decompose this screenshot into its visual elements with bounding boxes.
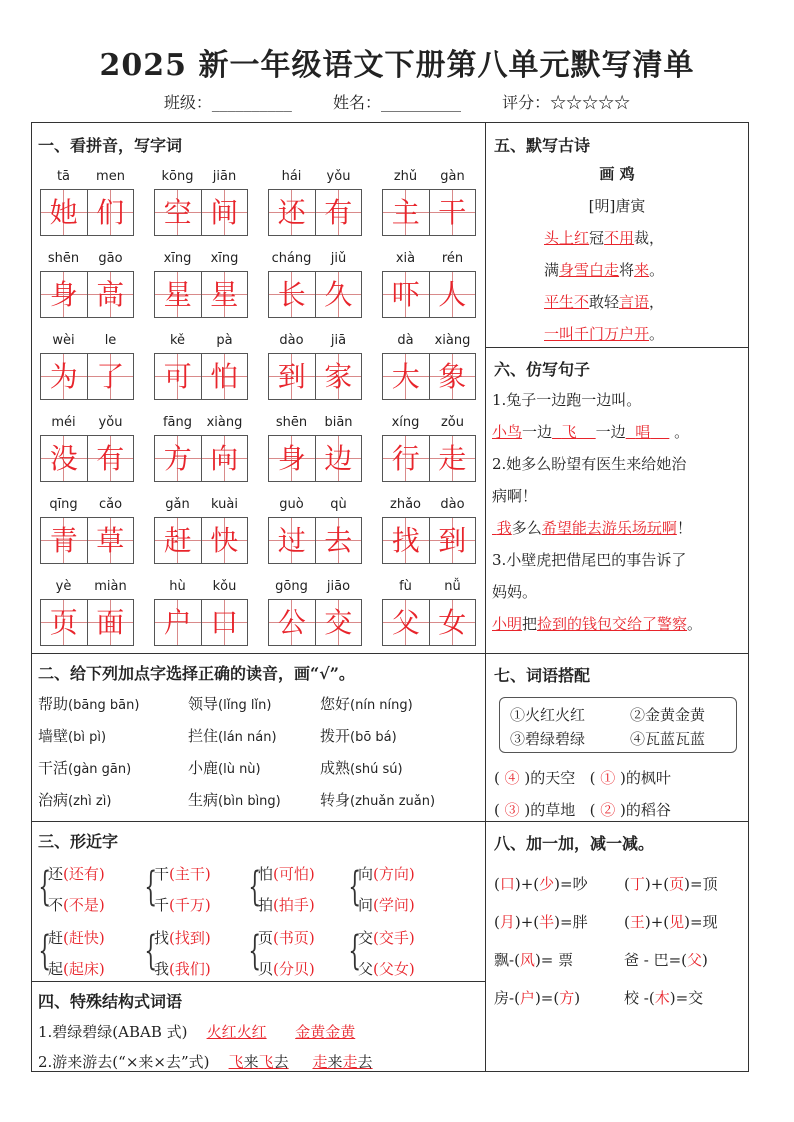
pronunciation-item: 干活(gàn gān) — [38, 759, 132, 777]
equation: 爸 - 巴=(父) — [624, 951, 708, 969]
poem-line-3: 平生不敢轻言语， — [544, 293, 665, 311]
poem-line-2: 满身雪白走将来。 — [544, 261, 665, 279]
char-cell: 有 — [315, 190, 362, 235]
equation: 校 -(木)=交 — [624, 989, 704, 1007]
brace-icon: { — [144, 928, 158, 974]
equation: (月)+(半)=胖 — [494, 913, 588, 931]
char-cell: 身 — [41, 272, 87, 317]
char-cell: 有 — [87, 436, 134, 481]
char-cell: 久 — [315, 272, 362, 317]
brace-icon: { — [38, 864, 52, 910]
s6-q3a: 3.小壁虎把借尾巴的事告诉了 — [492, 551, 687, 569]
pronunciation-item: 领导(lǐng lǐn) — [188, 695, 272, 713]
char-cell: 到 — [429, 518, 476, 563]
equation: 房-(户)=(方) — [494, 989, 581, 1007]
word-box: hù kǒu 户 口 — [154, 579, 248, 647]
similar-char-item: 还(还有) — [48, 865, 105, 883]
char-cell: 干 — [429, 190, 476, 235]
similar-char-item: 向(方向) — [358, 865, 415, 883]
pronunciation-item: 转身(zhuǎn zuǎn) — [320, 791, 436, 809]
word-box: guò qù 过 去 — [268, 497, 362, 565]
s4-answer-2: 金黄金黄 — [295, 1023, 356, 1041]
brace-icon: { — [248, 928, 262, 974]
pronunciation-item: 成熟(shú sú) — [320, 759, 403, 777]
char-cell: 高 — [87, 272, 134, 317]
section3-title: 三、形近字 — [38, 832, 119, 851]
equation: (丁)+(页)=顶 — [624, 875, 718, 893]
char-cell: 象 — [429, 354, 476, 399]
section6-title: 六、仿写句子 — [494, 360, 591, 379]
page-title: 2025 新一年级语文下册第八单元默写清单 — [99, 48, 695, 83]
score-field: 评分：☆☆☆☆☆ — [502, 93, 631, 112]
char-cell: 吓 — [383, 272, 429, 317]
word-box: xià rén 吓 人 — [382, 251, 476, 319]
word-box: cháng jiǔ 长 久 — [268, 251, 362, 319]
char-cell: 星 — [155, 272, 201, 317]
section8-title: 八、加一加，减一减。 — [494, 834, 655, 853]
char-cell: 人 — [429, 272, 476, 317]
char-cell: 行 — [383, 436, 429, 481]
char-cell: 空 — [155, 190, 201, 235]
char-cell: 为 — [41, 354, 87, 399]
char-cell: 她 — [41, 190, 87, 235]
word-box: xíng zǒu 行 走 — [382, 415, 476, 483]
s6-a2: 我多么希望能去游乐场玩啊！ — [496, 519, 692, 537]
char-cell: 间 — [201, 190, 248, 235]
char-cell: 方 — [155, 436, 201, 481]
similar-char-item: 起(起床) — [48, 960, 105, 978]
char-cell: 家 — [315, 354, 362, 399]
char-cell: 边 — [315, 436, 362, 481]
word-box: dà xiàng 大 象 — [382, 333, 476, 401]
section5-title: 五、默写古诗 — [494, 136, 591, 155]
equation: (王)+(见)=现 — [624, 913, 718, 931]
similar-char-item: 页(书页) — [258, 929, 315, 947]
s6-q3b: 妈妈。 — [492, 583, 538, 601]
char-cell: 户 — [155, 600, 201, 645]
s6-a1: 小鸟一边 飞 一边 唱 。 — [492, 423, 690, 441]
info-line — [0, 90, 794, 113]
char-cell: 还 — [269, 190, 315, 235]
char-cell: 主 — [383, 190, 429, 235]
char-cell: 草 — [87, 518, 134, 563]
brace-icon: { — [38, 928, 52, 974]
similar-char-item: 我(我们) — [154, 960, 211, 978]
char-cell: 到 — [269, 354, 315, 399]
similar-char-item: 千(千万) — [154, 896, 211, 914]
brace-icon: { — [348, 928, 362, 974]
pronunciation-item: 墙壁(bì pì) — [38, 727, 107, 745]
char-cell: 父 — [383, 600, 429, 645]
class-field[interactable]: 班级：__________ — [163, 93, 292, 112]
char-cell: 页 — [41, 600, 87, 645]
pronunciation-item: 拨开(bō bá) — [320, 727, 397, 745]
char-cell: 过 — [269, 518, 315, 563]
s6-q1: 1.兔子一边跑一边叫。 — [492, 391, 642, 409]
word-box: gōng jiāo 公 交 — [268, 579, 362, 647]
brace-icon: { — [248, 864, 262, 910]
s6-a3: 小明把捡到的钱包交给了警察。 — [492, 615, 703, 633]
char-cell: 长 — [269, 272, 315, 317]
word-box: zhǎo dào 找 到 — [382, 497, 476, 565]
char-cell: 们 — [87, 190, 134, 235]
similar-char-item: 交(交手) — [358, 929, 415, 947]
poem-line-1: 头上红冠不用裁， — [544, 229, 665, 247]
word-box: kě pà 可 怕 — [154, 333, 248, 401]
section7-title: 七、词语搭配 — [494, 666, 591, 685]
word-box: qīng cǎo 青 草 — [40, 497, 134, 565]
s7-row1: ( ④ )的天空 ( ① )的枫叶 — [494, 769, 671, 787]
pronunciation-item: 您好(nín níng) — [320, 695, 413, 713]
word-box: shēn biān 身 边 — [268, 415, 362, 483]
brace-icon: { — [144, 864, 158, 910]
char-cell: 快 — [201, 518, 248, 563]
similar-char-item: 怕(可怕) — [258, 865, 315, 883]
word-box: fù nǚ 父 女 — [382, 579, 476, 647]
word-box: zhǔ gàn 主 干 — [382, 169, 476, 237]
char-cell: 找 — [383, 518, 429, 563]
similar-char-item: 父(父女) — [358, 960, 415, 978]
char-cell: 女 — [429, 600, 476, 645]
pronunciation-item: 拦住(lán nán) — [188, 727, 277, 745]
char-cell: 身 — [269, 436, 315, 481]
s4-answer-1: 火红火红 — [206, 1023, 267, 1041]
similar-char-item: 干(主干) — [154, 865, 211, 883]
similar-char-item: 贝(分贝) — [258, 960, 315, 978]
word-box: hái yǒu 还 有 — [268, 169, 362, 237]
char-cell: 青 — [41, 518, 87, 563]
char-cell: 面 — [87, 600, 134, 645]
word-box: méi yǒu 没 有 — [40, 415, 134, 483]
char-cell: 向 — [201, 436, 248, 481]
char-cell: 怕 — [201, 354, 248, 399]
s7-row2: ( ③ )的草地 ( ② )的稻谷 — [494, 801, 671, 819]
word-box: tā men 她 们 — [40, 169, 134, 237]
poem-line-4: 一叫千门万户开。 — [544, 325, 665, 343]
similar-char-item: 赶(赶快) — [48, 929, 105, 947]
poem-author: [明]唐寅 — [588, 197, 646, 215]
char-cell: 了 — [87, 354, 134, 399]
char-cell: 口 — [201, 600, 248, 645]
options-box: ①火红火红 ②金黄金黄 ③碧绿碧绿 ④瓦蓝瓦蓝 — [499, 697, 737, 753]
char-cell: 交 — [315, 600, 362, 645]
char-cell: 走 — [429, 436, 476, 481]
worksheet-frame — [31, 122, 749, 1072]
pronunciation-item: 生病(bìn bìng) — [188, 791, 281, 809]
brace-icon: { — [348, 864, 362, 910]
word-box: xīng xīng 星 星 — [154, 251, 248, 319]
word-box: kōng jiān 空 间 — [154, 169, 248, 237]
word-box: shēn gāo 身 高 — [40, 251, 134, 319]
name-field[interactable]: 姓名：__________ — [332, 93, 461, 112]
similar-char-item: 拍(拍手) — [258, 896, 315, 914]
section4-title: 四、特殊结构式词语 — [38, 992, 183, 1011]
char-cell: 公 — [269, 600, 315, 645]
s4-line1: 1.碧绿碧绿(ABAB 式) 火红火红 金黄金黄 — [38, 1023, 356, 1041]
word-box: gǎn kuài 赶 快 — [154, 497, 248, 565]
word-box: dào jiā 到 家 — [268, 333, 362, 401]
pronunciation-item: 小鹿(lù nù) — [188, 759, 261, 777]
char-cell: 大 — [383, 354, 429, 399]
equation: 飘-(风)= 票 — [494, 951, 574, 969]
similar-char-item: 不(不是) — [48, 896, 105, 914]
char-cell: 星 — [201, 272, 248, 317]
word-box: yè miàn 页 面 — [40, 579, 134, 647]
equation: (口)+(少)=吵 — [494, 875, 588, 893]
s6-q2a: 2.她多么盼望有医生来给她治 — [492, 455, 687, 473]
char-cell: 赶 — [155, 518, 201, 563]
s4-line2: 2.游来游去(“×来×去”式) 飞来飞去 走来走去 — [38, 1053, 373, 1071]
similar-char-item: 找(找到) — [154, 929, 211, 947]
s6-q2b: 病啊！ — [492, 487, 538, 505]
pronunciation-item: 治病(zhì zì) — [38, 791, 112, 809]
poem-title: 画 鸡 — [599, 165, 635, 183]
char-cell: 可 — [155, 354, 201, 399]
char-cell: 没 — [41, 436, 87, 481]
similar-char-item: 问(学问) — [358, 896, 415, 914]
section1-title: 一、看拼音，写字词 — [38, 136, 183, 155]
word-box: fāng xiàng 方 向 — [154, 415, 248, 483]
char-cell: 去 — [315, 518, 362, 563]
pronunciation-item: 帮助(bāng bān) — [38, 695, 140, 713]
section2-title: 二、给下列加点字选择正确的读音，画“√”。 — [38, 664, 355, 683]
word-box: wèi le 为 了 — [40, 333, 134, 401]
